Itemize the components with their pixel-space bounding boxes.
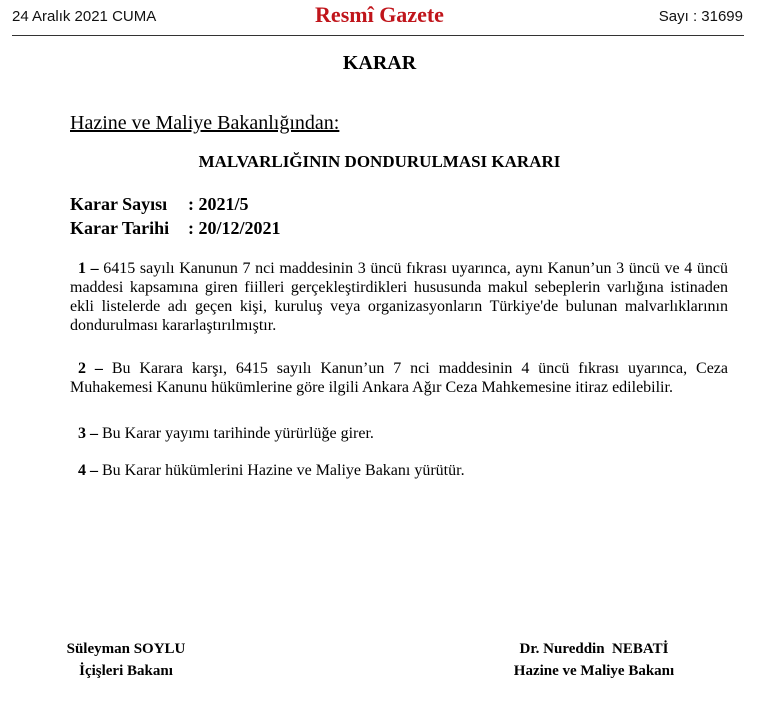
article-number: 1 – bbox=[78, 260, 99, 277]
decision-date-value: : 20/12/2021 bbox=[188, 218, 281, 238]
gazette-header bbox=[0, 0, 759, 36]
decision-date bbox=[70, 218, 281, 239]
signatory-role: Hazine ve Maliye Bakanı bbox=[513, 663, 675, 679]
decision-date-label: Karar Tarihi bbox=[70, 218, 170, 238]
issue-number: Sayı : 31699 bbox=[658, 8, 743, 25]
article-3 bbox=[70, 424, 728, 443]
header-divider bbox=[12, 35, 744, 36]
signature-left bbox=[46, 638, 206, 682]
decision-number-label: Karar Sayısı bbox=[70, 194, 168, 214]
decision-number bbox=[70, 194, 249, 215]
article-number: 4 – bbox=[78, 462, 98, 479]
gazette-title: Resmî Gazete bbox=[315, 2, 444, 27]
document-title: MALVARLIĞININ DONDURULMASI KARARI bbox=[198, 152, 561, 171]
decision-number-value: : 2021/5 bbox=[188, 194, 249, 214]
signatory-name: Dr. Nureddin NEBATİ bbox=[519, 641, 669, 657]
signatory-role: İçişleri Bakanı bbox=[79, 663, 173, 679]
article-number: 3 – bbox=[78, 425, 98, 442]
article-number: 2 – bbox=[78, 360, 103, 377]
article-text: 6415 sayılı Kanunun 7 nci maddesinin 3 üncü fıkrası uyarınca, aynı Kanun’un 3 üncü ve 4 üncü maddesi kapsamına giren fiilleri gerçekleştirdikleri hususunda makul sebeplerin varlığına istinaden ekli listelerde adı geçen kişi, kuruluş veya organizasyonların Türkiye'de bulunan malvarlıklarının dondurulması kararlaştırılmıştır. bbox=[70, 260, 728, 334]
article-4 bbox=[70, 461, 728, 480]
document-type: KARAR bbox=[342, 52, 417, 74]
signature-right bbox=[494, 638, 694, 682]
article-1 bbox=[70, 259, 728, 335]
article-text: Bu Karar hükümlerini Hazine ve Maliye Bakanı yürütür. bbox=[102, 462, 465, 479]
article-2 bbox=[70, 359, 728, 397]
ministry-name: Hazine ve Maliye Bakanlığından: bbox=[70, 112, 340, 134]
article-text: Bu Karar yayımı tarihinde yürürlüğe girer. bbox=[102, 425, 374, 442]
signatory-name: Süleyman SOYLU bbox=[66, 641, 186, 657]
article-text: Bu Karara karşı, 6415 sayılı Kanun’un 7 nci maddesinin 4 üncü fıkrası uyarınca, Ceza Muhakemesi Kanunu hükümlerine göre ilgili Ankara Ağır Ceza Mahkemesine itiraz edilebilir. bbox=[70, 360, 729, 396]
header-date: 24 Aralık 2021 CUMA bbox=[12, 8, 157, 25]
